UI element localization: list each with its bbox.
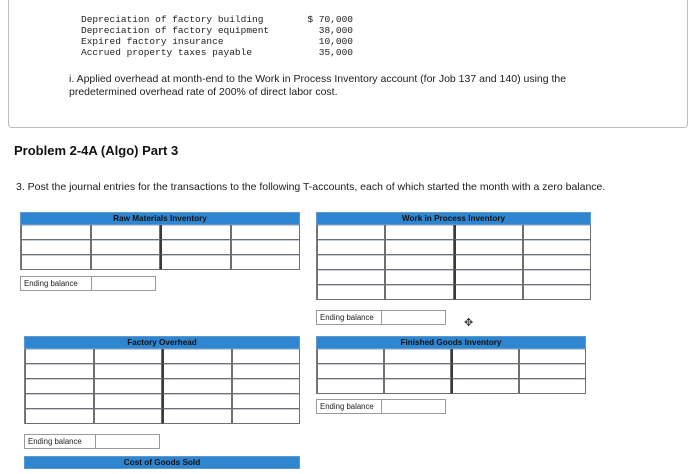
raw-materials-taccount <box>20 212 300 291</box>
debit-label-cell[interactable] <box>317 225 385 240</box>
ending-balance-row <box>316 310 591 325</box>
debit-amount-cell[interactable] <box>91 240 161 255</box>
credit-label-cell[interactable] <box>451 364 519 379</box>
ending-balance-input[interactable] <box>96 434 160 449</box>
ending-balance-label: Ending balance <box>316 310 382 325</box>
debit-label-cell[interactable] <box>317 285 385 300</box>
credit-label-cell[interactable] <box>454 240 523 255</box>
ending-balance-label: Ending balance <box>24 434 96 449</box>
cost-label: Accrued property taxes payable <box>81 47 253 58</box>
cost-amount: 10,000 <box>318 36 353 47</box>
debit-label-cell[interactable] <box>317 255 385 270</box>
debit-label-cell[interactable] <box>317 240 385 255</box>
debit-label-cell[interactable] <box>21 255 91 270</box>
instruction-text: 3. Post the journal entries for the transactions to the following T-accounts, each of which started the month with a zero balance. <box>16 181 606 193</box>
cost-row <box>81 36 353 47</box>
taccount-title: Finished Goods Inventory <box>316 336 586 349</box>
debit-amount-cell[interactable] <box>385 285 453 300</box>
credit-label-cell[interactable] <box>160 225 231 240</box>
credit-amount-cell[interactable] <box>231 225 301 240</box>
ending-balance-row <box>20 276 300 291</box>
taccount-grid <box>316 349 586 394</box>
cost-amount: 38,000 <box>318 25 353 36</box>
credit-label-cell[interactable] <box>454 270 523 285</box>
ending-balance-row <box>24 434 300 449</box>
debit-amount-cell[interactable] <box>94 349 163 364</box>
overhead-cost-list <box>81 14 353 58</box>
credit-amount-cell[interactable] <box>519 349 586 364</box>
credit-amount-cell[interactable] <box>523 255 591 270</box>
credit-label-cell[interactable] <box>162 394 232 409</box>
cost-of-goods-sold-taccount <box>24 456 300 469</box>
debit-amount-cell[interactable] <box>385 270 453 285</box>
credit-amount-cell[interactable] <box>231 255 301 270</box>
factory-overhead-taccount <box>24 336 300 449</box>
taccount-title: Factory Overhead <box>24 336 300 349</box>
debit-amount-cell[interactable] <box>385 255 453 270</box>
debit-label-cell[interactable] <box>317 364 384 379</box>
ending-balance-label: Ending balance <box>20 276 92 291</box>
debit-label-cell[interactable] <box>25 379 94 394</box>
cost-label: Expired factory insurance <box>81 36 224 47</box>
debit-amount-cell[interactable] <box>94 379 163 394</box>
debit-label-cell[interactable] <box>317 379 384 394</box>
credit-label-cell[interactable] <box>451 379 519 394</box>
debit-amount-cell[interactable] <box>384 349 451 364</box>
credit-label-cell[interactable] <box>160 240 231 255</box>
credit-amount-cell[interactable] <box>523 240 591 255</box>
debit-label-cell[interactable] <box>25 394 94 409</box>
credit-amount-cell[interactable] <box>523 270 591 285</box>
taccount-title: Raw Materials Inventory <box>20 212 300 225</box>
ending-balance-input[interactable] <box>382 310 446 325</box>
cost-row <box>81 25 353 36</box>
debit-amount-cell[interactable] <box>94 409 163 424</box>
cost-amount: 35,000 <box>318 47 353 58</box>
credit-amount-cell[interactable] <box>523 285 591 300</box>
taccount-grid <box>20 225 300 270</box>
credit-amount-cell[interactable] <box>523 225 591 240</box>
credit-label-cell[interactable] <box>162 409 232 424</box>
debit-amount-cell[interactable] <box>94 364 163 379</box>
debit-label-cell[interactable] <box>25 349 94 364</box>
credit-amount-cell[interactable] <box>231 240 301 255</box>
debit-amount-cell[interactable] <box>384 364 451 379</box>
work-in-process-taccount <box>316 212 591 325</box>
cost-label: Depreciation of factory equipment <box>81 25 270 36</box>
credit-label-cell[interactable] <box>162 364 232 379</box>
credit-label-cell[interactable] <box>454 255 523 270</box>
credit-label-cell[interactable] <box>454 285 523 300</box>
taccount-title: Work in Process Inventory <box>316 212 591 225</box>
credit-amount-cell[interactable] <box>232 409 301 424</box>
taccount-grid <box>316 225 591 300</box>
ending-balance-label: Ending balance <box>316 399 382 414</box>
credit-label-cell[interactable] <box>451 349 519 364</box>
credit-label-cell[interactable] <box>162 349 232 364</box>
debit-amount-cell[interactable] <box>384 379 451 394</box>
debit-amount-cell[interactable] <box>91 255 161 270</box>
debit-label-cell[interactable] <box>21 225 91 240</box>
debit-label-cell[interactable] <box>21 240 91 255</box>
step-i-text: i. Applied overhead at month-end to the Work in Process Inventory account (for Job 137 and 140) using the predetermined overhead rate of 200% of direct labor cost. <box>69 73 567 98</box>
credit-amount-cell[interactable] <box>519 379 586 394</box>
ending-balance-input[interactable] <box>382 399 446 414</box>
debit-amount-cell[interactable] <box>94 394 163 409</box>
debit-amount-cell[interactable] <box>385 240 453 255</box>
ending-balance-input[interactable] <box>92 276 156 291</box>
cost-label: Depreciation of factory building <box>81 14 264 25</box>
move-cursor-icon: ✥ <box>464 317 474 329</box>
cost-row <box>81 47 353 58</box>
cost-amount: $ 70,000 <box>307 14 353 25</box>
problem-title: Problem 2-4A (Algo) Part 3 <box>14 143 179 158</box>
debit-amount-cell[interactable] <box>385 225 453 240</box>
credit-label-cell[interactable] <box>162 379 232 394</box>
taccount-title: Cost of Goods Sold <box>24 456 300 469</box>
debit-amount-cell[interactable] <box>91 225 161 240</box>
previous-transactions-panel <box>8 0 688 128</box>
finished-goods-taccount <box>316 336 586 414</box>
ending-balance-row <box>316 399 586 414</box>
credit-label-cell[interactable] <box>454 225 523 240</box>
credit-amount-cell[interactable] <box>232 379 301 394</box>
credit-label-cell[interactable] <box>160 255 231 270</box>
debit-label-cell[interactable] <box>317 270 385 285</box>
cost-row <box>81 14 353 25</box>
credit-amount-cell[interactable] <box>232 349 301 364</box>
credit-amount-cell[interactable] <box>232 364 301 379</box>
debit-label-cell[interactable] <box>317 349 384 364</box>
taccount-grid <box>24 349 300 424</box>
credit-amount-cell[interactable] <box>232 394 301 409</box>
debit-label-cell[interactable] <box>25 409 94 424</box>
credit-amount-cell[interactable] <box>519 364 586 379</box>
debit-label-cell[interactable] <box>25 364 94 379</box>
